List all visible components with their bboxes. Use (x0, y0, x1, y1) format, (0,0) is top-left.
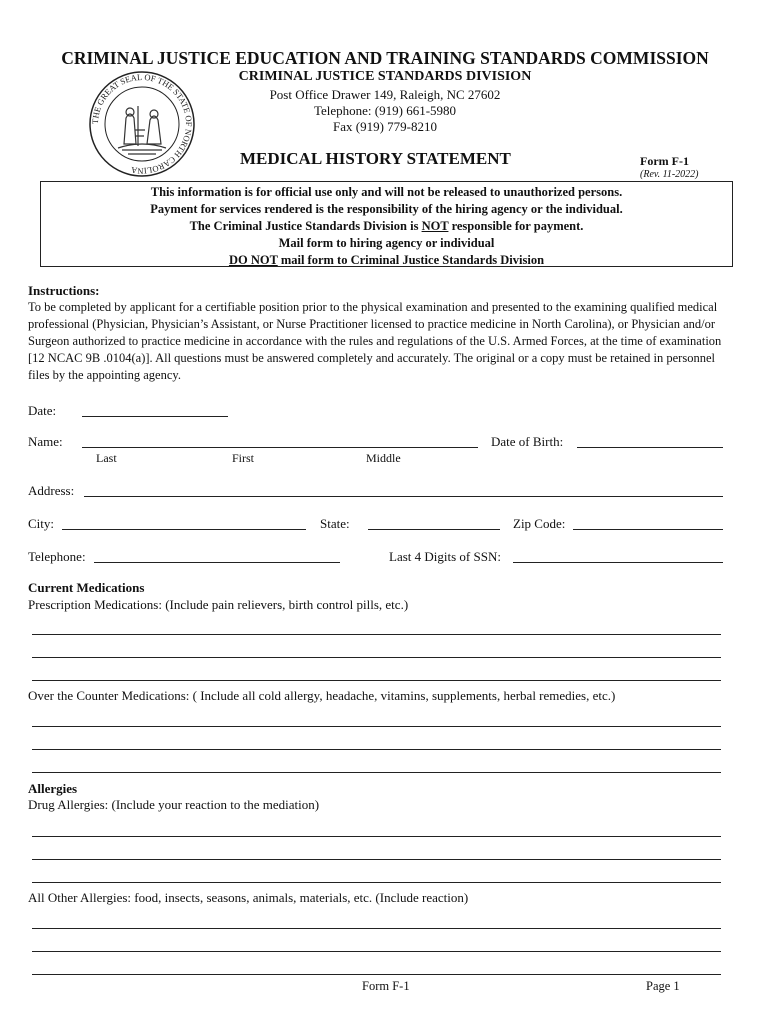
seal-text: THE GREAT SEAL OF THE STATE OF NORTH CAROLINA (89, 71, 195, 177)
otc-line-2[interactable] (32, 749, 721, 750)
notice-line-3 (41, 219, 732, 234)
drug-allergies-line-3[interactable] (32, 882, 721, 883)
notice-line-3-pre: The Criminal Justice Standards Division is (189, 219, 422, 233)
footer-page-number: Page 1 (646, 979, 680, 993)
instructions-text: To be completed by applicant for a certifiable position prior to the physical examination and presented to the examining qualified medical professional (Physician, Physician’s Assistant, or Nurse Practitioner licensed to practice medicine in North Carolina), or Physician and/or Surgeon authorized to practice medicine in accordance with the rules and regulations of the U.S. Armed Forces, at the time of examination [12 NCAC 9B .0104(a)]. All questions must be answered completely and accurately. The original or a copy must be retained in personnel files by the appointing agency. (28, 300, 722, 382)
division-title: CRIMINAL JUSTICE STANDARDS DIVISION (238, 69, 532, 84)
notice-line-5-post: mail form to Criminal Justice Standards Division (277, 253, 545, 267)
telephone-number: Telephone: (919) 661-5980 (313, 103, 457, 118)
date-label: Date: (28, 403, 57, 418)
name-label: Name: (28, 434, 63, 449)
prescription-line-2[interactable] (32, 657, 721, 658)
last-name-caption: Last (96, 451, 117, 465)
drug-allergies-label: Drug Allergies: (Include your reaction to the mediation) (28, 797, 320, 812)
otc-line-1[interactable] (32, 726, 721, 727)
dob-field[interactable] (577, 447, 723, 448)
notice-box (40, 181, 733, 267)
state-field[interactable] (368, 529, 500, 530)
address-label: Address: (28, 483, 75, 498)
state-label: State: (320, 516, 350, 531)
telephone-field[interactable] (94, 562, 340, 563)
footer-form-code: Form F-1 (362, 979, 410, 993)
notice-line-5 (41, 253, 732, 268)
other-allergies-line-3[interactable] (32, 974, 721, 975)
notice-not: NOT (421, 219, 449, 233)
prescription-medications-label: Prescription Medications: (Include pain relievers, birth control pills, etc.) (28, 597, 409, 612)
other-allergies-line-2[interactable] (32, 951, 721, 952)
name-field[interactable] (82, 447, 478, 448)
form-code: Form F-1 (640, 154, 689, 168)
middle-name-caption: Middle (366, 451, 401, 465)
date-field[interactable] (82, 416, 228, 417)
address-field[interactable] (84, 496, 723, 497)
current-medications-heading: Current Medications (28, 580, 145, 595)
first-name-caption: First (232, 451, 255, 465)
form-revision: (Rev. 11-2022) (640, 169, 699, 180)
instructions-heading: Instructions: (28, 283, 100, 298)
telephone-label: Telephone: (28, 549, 86, 564)
ssn-field[interactable] (513, 562, 723, 563)
other-allergies-line-1[interactable] (32, 928, 721, 929)
commission-title: CRIMINAL JUSTICE EDUCATION AND TRAINING STANDARDS COMMISSION (61, 48, 709, 68)
city-field[interactable] (62, 529, 306, 530)
prescription-line-3[interactable] (32, 680, 721, 681)
dob-label: Date of Birth: (491, 434, 564, 449)
otc-medications-label: Over the Counter Medications: ( Include all cold allergy, headache, vitamins, supplements, herbal remedies, etc.) (28, 688, 616, 703)
notice-line-3-post: responsible for payment. (448, 219, 584, 233)
city-label: City: (28, 516, 55, 531)
otc-line-3[interactable] (32, 772, 721, 773)
zip-field[interactable] (573, 529, 723, 530)
notice-line-4: Mail form to hiring agency or individual (278, 236, 495, 250)
form-title: MEDICAL HISTORY STATEMENT (240, 149, 511, 168)
notice-do-not: DO NOT (228, 253, 278, 267)
fax-number: Fax (919) 779-8210 (333, 119, 437, 134)
allergies-heading: Allergies (28, 781, 78, 796)
notice-line-2: Payment for services rendered is the responsibility of the hiring agency or the individual. (150, 202, 623, 216)
ssn-label: Last 4 Digits of SSN: (389, 549, 501, 564)
notice-line-1: This information is for official use only and will not be released to unauthorized persons. (150, 185, 623, 199)
prescription-line-1[interactable] (32, 634, 721, 635)
zip-label: Zip Code: (513, 516, 566, 531)
drug-allergies-line-1[interactable] (32, 836, 721, 837)
mailing-address: Post Office Drawer 149, Raleigh, NC 27602 (269, 87, 501, 102)
drug-allergies-line-2[interactable] (32, 859, 721, 860)
other-allergies-label: All Other Allergies: food, insects, seasons, animals, materials, etc. (Include reaction) (28, 890, 469, 905)
